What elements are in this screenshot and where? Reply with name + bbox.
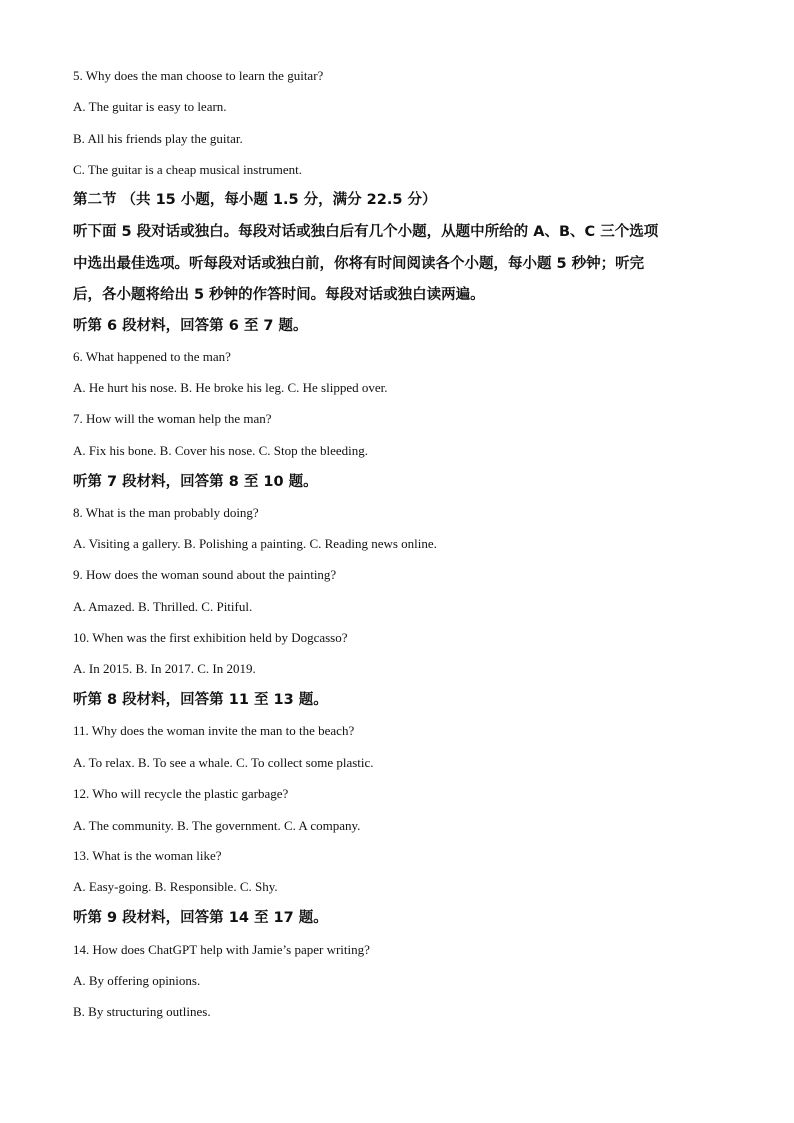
question-11-options: A. To relax. B. To see a whale. C. To collect some plastic. [73, 755, 374, 770]
question-5-option-a: A. The guitar is easy to learn. [73, 99, 227, 114]
question-5-option-b: B. All his friends play the guitar. [73, 131, 243, 146]
material-9-heading: 听第 9 段材料，回答第 14 至 17 题。 [73, 910, 328, 926]
section-heading: 第二节 （共 15 小题，每小题 1.5 分，满分 22.5 分） [73, 192, 437, 208]
question-7-options: A. Fix his bone. B. Cover his nose. C. Stop the bleeding. [73, 443, 369, 458]
question-7: 7. How will the woman help the man? [73, 411, 272, 426]
question-11: 11. Why does the woman invite the man to the beach? [73, 723, 355, 738]
question-8: 8. What is the man probably doing? [73, 505, 259, 520]
instructions-line-1: 听下面 5 段对话或独白。每段对话或独白后有几个小题，从题中所给的 A、B、C 三个选项 [73, 224, 659, 240]
question-12-options: A. The community. B. The government. C. A company. [73, 818, 361, 833]
question-14-option-a: A. By offering opinions. [73, 973, 201, 988]
question-6-options: A. He hurt his nose. B. He broke his leg. C. He slipped over. [73, 380, 388, 395]
question-10-options: A. In 2015. B. In 2017. C. In 2019. [73, 661, 256, 676]
material-6-heading: 听第 6 段材料，回答第 6 至 7 题。 [73, 318, 308, 334]
question-14: 14. How does ChatGPT help with Jamie’s paper writing? [73, 942, 370, 957]
question-14-option-b: B. By structuring outlines. [73, 1004, 211, 1019]
instructions-line-2: 中选出最佳选项。听每段对话或独白前，你将有时间阅读各个小题，每小题 5 秒钟；听完 [73, 256, 645, 272]
question-12: 12. Who will recycle the plastic garbage? [73, 786, 289, 801]
instructions-line-3: 后，各小题将给出 5 秒钟的作答时间。每段对话或独白读两遍。 [73, 287, 485, 303]
question-9-options: A. Amazed. B. Thrilled. C. Pitiful. [73, 599, 253, 614]
question-10: 10. When was the first exhibition held by Dogcasso? [73, 630, 348, 645]
question-5: 5. Why does the man choose to learn the guitar? [73, 68, 324, 83]
question-8-options: A. Visiting a gallery. B. Polishing a painting. C. Reading news online. [73, 536, 437, 551]
question-13: 13. What is the woman like? [73, 848, 222, 863]
question-9: 9. How does the woman sound about the painting? [73, 567, 337, 582]
material-7-heading: 听第 7 段材料，回答第 8 至 10 题。 [73, 474, 318, 490]
material-8-heading: 听第 8 段材料，回答第 11 至 13 题。 [73, 692, 328, 708]
question-6: 6. What happened to the man? [73, 349, 231, 364]
question-5-option-c: C. The guitar is a cheap musical instrument. [73, 162, 303, 177]
question-13-options: A. Easy-going. B. Responsible. C. Shy. [73, 879, 278, 894]
